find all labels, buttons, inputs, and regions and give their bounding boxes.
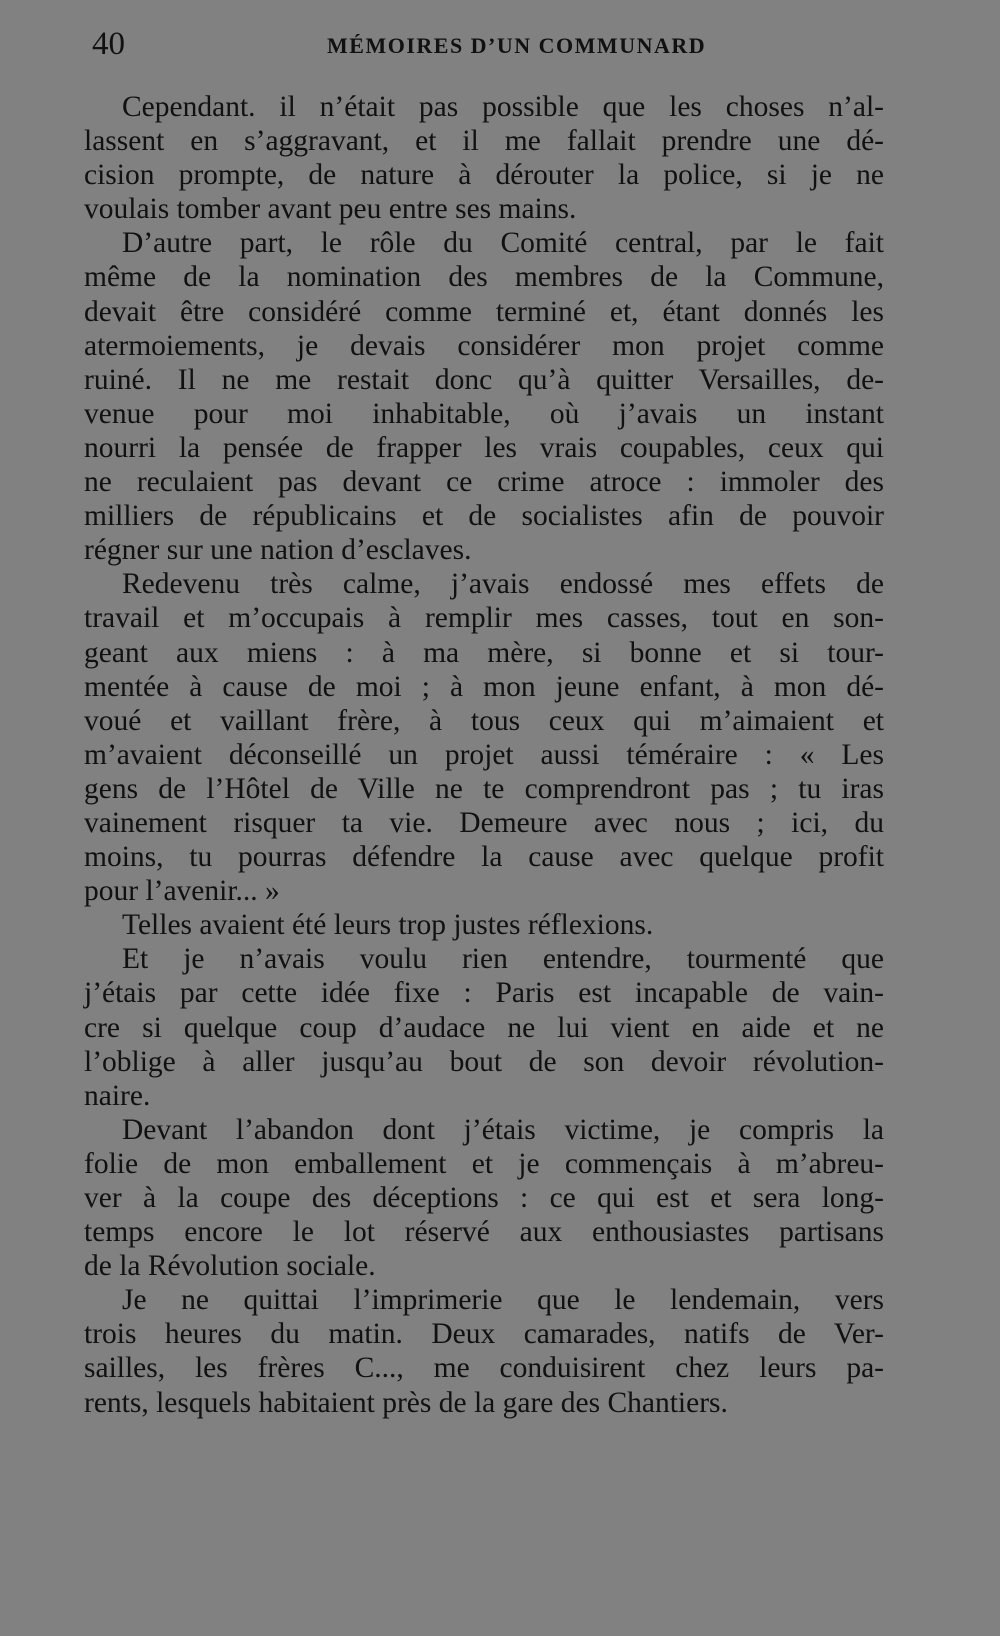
text-line: lassent en s’aggravant, et il me fallait prendre une dé- bbox=[84, 125, 884, 158]
text-line: Redevenu très calme, j’avais endossé mes effets de bbox=[122, 568, 884, 601]
text-line: temps encore le lot réservé aux enthousiastes partisans bbox=[84, 1216, 884, 1249]
text-line: D’autre part, le rôle du Comité central, par le fait bbox=[122, 227, 884, 260]
text-line: pour l’avenir... » bbox=[84, 875, 280, 908]
text-line: sailles, les frères C..., me conduisirent chez leurs pa- bbox=[84, 1352, 884, 1385]
text-line: rents, lesquels habitaient près de la gare des Chantiers. bbox=[84, 1386, 728, 1419]
text-line: nourri la pensée de frapper les vrais coupables, ceux qui bbox=[84, 431, 884, 464]
text-line: milliers de républicains et de socialistes afin de pouvoir bbox=[84, 500, 884, 533]
page-header bbox=[92, 24, 882, 64]
text-line: ruiné. Il ne me restait donc qu’à quitter Versailles, de- bbox=[84, 363, 884, 396]
text-line: vainement risquer ta vie. Demeure avec nous ; ici, du bbox=[84, 806, 884, 839]
text-line: ne reculaient pas devant ce crime atroce : immoler des bbox=[84, 466, 884, 499]
text-line: moins, tu pourras défendre la cause avec quelque profit bbox=[84, 841, 884, 874]
text-line: travail et m’occupais à remplir mes casses, tout en son- bbox=[84, 602, 884, 635]
body-text bbox=[84, 90, 884, 1420]
text-line: cre si quelque coup d’audace ne lui vient en aide et ne bbox=[84, 1011, 884, 1044]
running-title: MÉMOIRES D’UN COMMUNARD bbox=[327, 33, 707, 58]
page-number: 40 bbox=[92, 26, 125, 62]
text-line: folie de mon emballement et je commençais à m’abreu- bbox=[84, 1147, 884, 1180]
text-line: Telles avaient été leurs trop justes réflexions. bbox=[122, 909, 654, 942]
text-line: mentée à cause de moi ; à mon jeune enfant, à mon dé- bbox=[84, 670, 884, 703]
text-line: Et je n’avais voulu rien entendre, tourmenté que bbox=[122, 943, 884, 976]
text-line: trois heures du matin. Deux camarades, natifs de Ver- bbox=[84, 1318, 884, 1351]
text-line: même de la nomination des membres de la Commune, bbox=[84, 261, 884, 294]
text-line: cision prompte, de nature à dérouter la police, si je ne bbox=[84, 159, 884, 192]
text-line: Cependant. il n’était pas possible que les choses n’al- bbox=[122, 91, 884, 123]
text-line: Je ne quittai l’imprimerie que le lendemain, vers bbox=[122, 1284, 884, 1317]
text-line: voulais tomber avant peu entre ses mains. bbox=[84, 193, 577, 226]
text-line: l’oblige à aller jusqu’au bout de son devoir révolution- bbox=[84, 1045, 884, 1078]
text-line: m’avaient déconseillé un projet aussi téméraire : « Les bbox=[84, 738, 884, 771]
text-line: Devant l’abandon dont j’étais victime, je compris la bbox=[122, 1113, 884, 1146]
text-line: voué et vaillant frère, à tous ceux qui m’aimaient et bbox=[84, 704, 884, 737]
text-line: j’étais par cette idée fixe : Paris est incapable de vain- bbox=[84, 977, 884, 1010]
text-line: atermoiements, je devais considérer mon projet comme bbox=[84, 329, 884, 362]
text-line: venue pour moi inhabitable, où j’avais un instant bbox=[84, 397, 884, 430]
text-line: geant aux miens : à ma mère, si bonne et si tour- bbox=[84, 636, 884, 669]
text-line: ver à la coupe des déceptions : ce qui est et sera long- bbox=[84, 1182, 884, 1214]
text-line: gens de l’Hôtel de Ville ne te comprendront pas ; tu iras bbox=[84, 772, 884, 805]
text-line: de la Révolution sociale. bbox=[84, 1250, 376, 1283]
text-line: régner sur une nation d’esclaves. bbox=[84, 534, 472, 567]
text-line: devait être considéré comme terminé et, étant donnés les bbox=[84, 295, 884, 328]
text-line: naire. bbox=[84, 1079, 151, 1112]
